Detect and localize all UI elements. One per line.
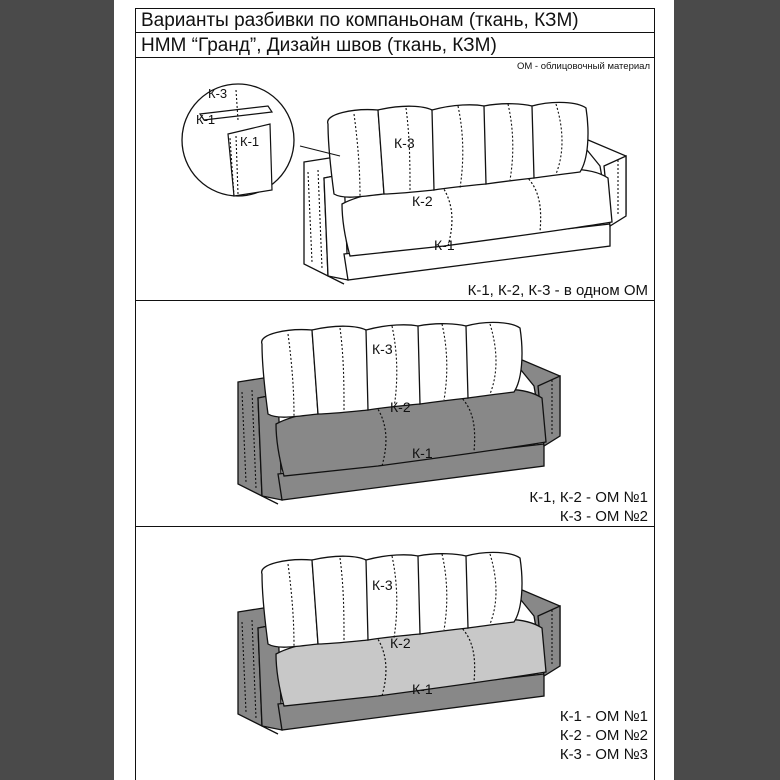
om-definition-note: ОМ - облицовочный материал [516,61,650,72]
sofa-variant-1 [304,102,626,284]
panel2-legend-line-2: К-3 - ОМ №2 [559,508,648,525]
panel3-legend-line-3: К-3 - ОМ №3 [559,746,648,763]
panel3-label-k2: К-2 [390,635,411,651]
panel1-label-k3: К-3 [394,135,415,151]
panel3-legend-line-1: К-1 - ОМ №1 [559,708,648,725]
panel3-label-k3: К-3 [372,577,393,593]
panel3-legend-line-2: К-2 - ОМ №2 [559,727,648,744]
title-line-2: НММ “Гранд”, Дизайн швов (ткань, КЗМ) [135,33,655,58]
detail-label-k1-left: К-1 [196,112,216,127]
title-line-1: Варианты разбивки по компаньонам (ткань, КЗМ) [135,8,655,33]
panel3-legend [560,707,648,764]
panel2-label-k3: К-3 [372,341,393,357]
panel1-label-k2: К-2 [412,193,433,209]
panel2-label-k1: К-1 [412,445,433,461]
detail-label-k3: К-3 [208,86,228,101]
panel2-label-k2: К-2 [390,399,411,415]
panel2-legend-line-1: К-1, К-2 - ОМ №1 [529,489,648,506]
panel1-legend-line: К-1, К-2, К-3 - в одном ОМ [467,282,648,299]
detail-label-k1-right: К-1 [240,134,260,149]
panel1-legend [468,281,648,300]
panel2-legend [529,488,648,526]
panel3-label-k1: К-1 [412,681,433,697]
panel1-label-k1: К-1 [434,237,455,253]
